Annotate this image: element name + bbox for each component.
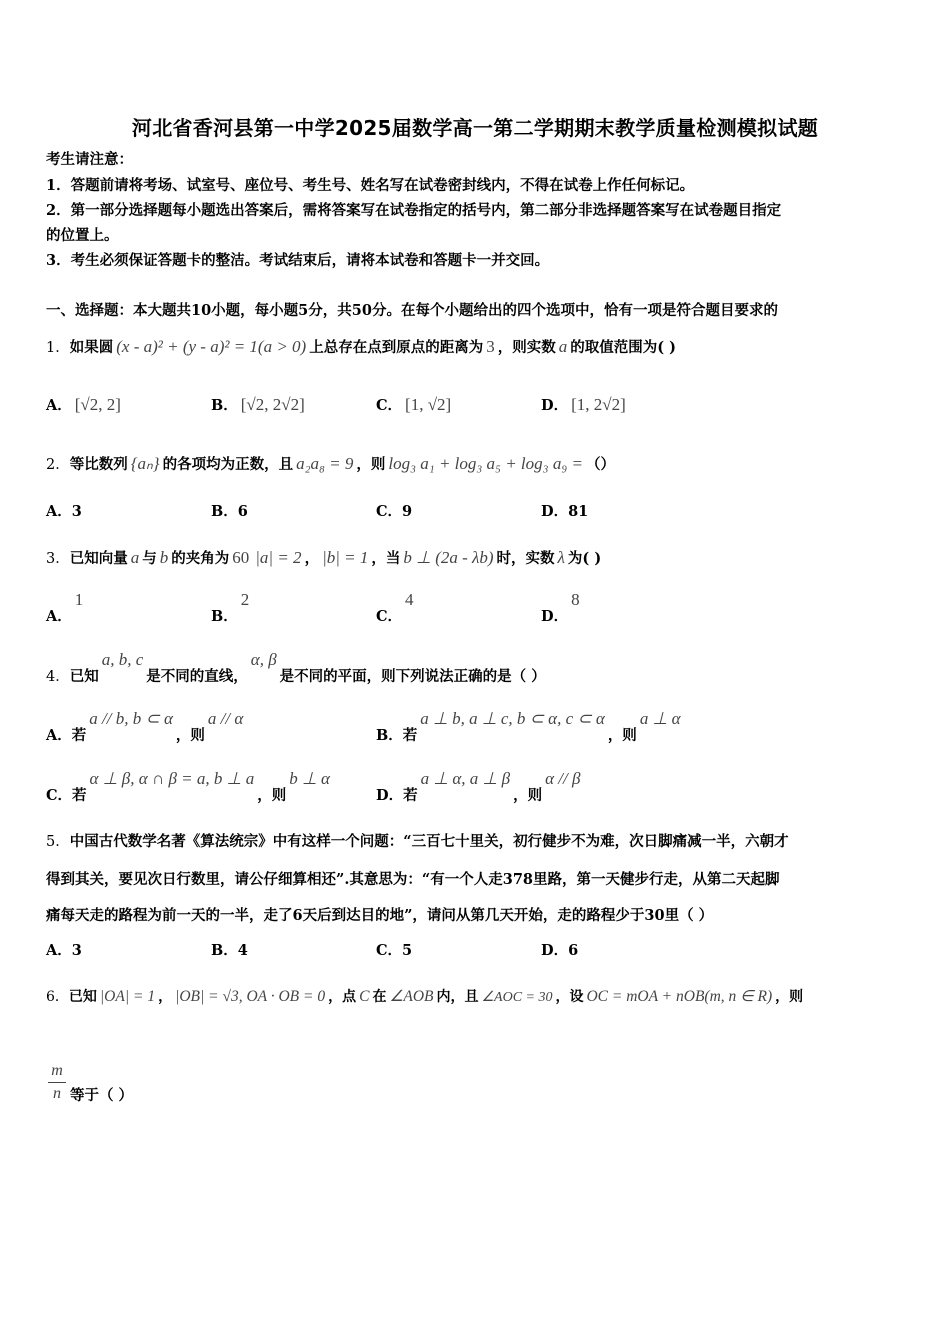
option-math: 4 <box>405 590 414 609</box>
q3-condition: b ⊥ (2a - λb) <box>403 548 494 567</box>
q3-text: 时，实数 <box>496 550 555 567</box>
question-number: 3． <box>46 551 70 567</box>
q2-text: （） <box>585 456 615 473</box>
notice-heading: 考生请注意： <box>46 151 133 168</box>
q1-option-c[interactable] <box>376 395 454 416</box>
option-math: 2 <box>240 590 250 609</box>
q1-text: 的取值范围为( ) <box>570 339 677 356</box>
option-label: D． <box>541 397 569 414</box>
q6-vector-oc: OC = mOA + nOB(m, n ∈ R) <box>586 988 773 1005</box>
option-text: 若 <box>71 727 87 744</box>
question-6: 6．已知 |OA| = 1 ， |OB| = √3, OA · OB = 0 ，点 C 在 ∠AOB 内，且 ∠AOC = 30 ，设 OC = mOA + nOB(m, n ∈ R) ，则 <box>46 988 804 1005</box>
option-text: ，则 <box>513 787 543 804</box>
q2-text: 等比数列 <box>69 456 128 473</box>
q1-option-a[interactable] <box>46 395 124 416</box>
notice-item-1: 1．答题前请将考场、试室号、座位号、考生号、姓名写在试卷密封线内，不得在试卷上作任何标记。 <box>46 177 695 194</box>
option-label: A． <box>46 608 72 625</box>
q3-text: 的夹角为 <box>171 550 230 567</box>
q3-norm-b: |b| = 1 <box>322 548 369 567</box>
q1-distance: 3 <box>486 337 495 356</box>
question-number: 5． <box>46 834 70 850</box>
q2-text: ，则 <box>356 456 386 473</box>
question-1 <box>46 337 676 358</box>
question-number: 2． <box>46 457 70 473</box>
option-label: C． <box>376 397 403 414</box>
option-value: 6 <box>568 942 579 959</box>
notice-item-3: 3．考生必须保证答题卡的整洁。考试结束后，请将本试卷和答题卡一并交回。 <box>46 252 550 269</box>
option-text: 若 <box>403 787 418 804</box>
q4-option-a[interactable] <box>46 709 246 746</box>
option-value: 5 <box>402 942 413 959</box>
exam-title: 河北省香河县第一中学2025届数学高一第二学期期末教学质量检测模拟试题 <box>131 116 819 140</box>
option-value: 4 <box>237 942 248 959</box>
q3-option-d[interactable] <box>541 590 583 627</box>
q1-variable: a <box>558 337 568 356</box>
question-number: 6． <box>46 989 69 1005</box>
option-result: a // α <box>207 709 244 728</box>
option-math: [1, 2√2] <box>571 395 626 414</box>
question-6-tail: 等于（ ） <box>70 1087 134 1104</box>
option-condition: a ⊥ b, a ⊥ c, b ⊂ α, c ⊂ α <box>420 709 605 728</box>
q3-option-b[interactable] <box>211 590 252 627</box>
q2-sequence: {aₙ} <box>130 454 160 473</box>
q1-text: 上总存在点到原点的距离为 <box>309 339 484 356</box>
option-label: B． <box>211 503 238 520</box>
q2-option-d[interactable] <box>541 502 588 522</box>
q3-vector-b: b <box>159 548 169 567</box>
q3-option-a[interactable] <box>46 590 86 627</box>
option-math: [√2, 2] <box>74 395 121 414</box>
option-result: α // β <box>545 769 581 788</box>
option-result: b ⊥ α <box>289 769 330 788</box>
option-label: B． <box>376 727 403 744</box>
q3-text: 为( ) <box>567 550 602 567</box>
q4-text: 是不同的平面，则下列说法正确的是（ ） <box>279 668 546 685</box>
q3-text: ，当 <box>371 550 401 567</box>
q6-text: ，设 <box>555 989 584 1005</box>
q2-option-c[interactable] <box>376 502 412 522</box>
option-condition: a // b, b ⊂ α <box>89 709 173 728</box>
q5-option-c[interactable] <box>376 941 412 961</box>
notice-item-2-cont: 的位置上。 <box>46 227 119 244</box>
q3-text: 已知向量 <box>69 550 128 567</box>
option-result: a ⊥ α <box>639 709 681 728</box>
q1-option-b[interactable] <box>211 395 308 416</box>
option-value: 81 <box>568 503 589 520</box>
q6-angle-aob: ∠AOB <box>389 988 434 1005</box>
q5-option-a[interactable] <box>46 941 82 961</box>
option-label: C． <box>376 503 403 520</box>
option-label: D． <box>541 608 569 625</box>
q3-vector-a: a <box>130 548 140 567</box>
question-3: 3．已知向量 a 与 b 的夹角为 60 |a| = 2 ， |b| = 1 ，当 b ⊥ (2a - λb) 时，实数 λ 为( ) <box>46 548 602 567</box>
q4-text: 已知 <box>69 668 99 685</box>
option-value: 3 <box>71 503 82 520</box>
q6-text: 已知 <box>68 989 97 1005</box>
option-label: D． <box>541 503 569 520</box>
q4-option-b[interactable] <box>376 709 684 746</box>
q3-norm-a: |a| = 2 <box>255 548 302 567</box>
question-number: 1． <box>46 340 70 356</box>
q6-norm-oa: |OA| = 1 <box>99 988 156 1005</box>
q6-text: ，点 <box>328 989 357 1005</box>
option-math: [√2, 2√2] <box>240 395 305 414</box>
option-value: 3 <box>71 942 82 959</box>
q6-angle-aoc: ∠AOC = 30 <box>481 990 553 1005</box>
option-label: C． <box>46 787 73 804</box>
fraction-bar <box>48 1082 66 1083</box>
option-value: 9 <box>402 503 413 520</box>
q2-expression: log₃ a₁ + log₃ a₅ + log₃ a₉ = <box>388 454 583 473</box>
question-4 <box>46 650 546 687</box>
q3-lambda: λ <box>557 548 565 567</box>
q4-option-c[interactable] <box>46 769 333 806</box>
q6-text: 在 <box>372 989 387 1005</box>
q2-condition: a₂a₈ = 9 <box>296 454 354 473</box>
q3-angle: 60 <box>232 548 250 567</box>
q5-option-b[interactable] <box>211 941 248 961</box>
option-label: D． <box>376 787 404 804</box>
fraction-numerator: m <box>51 1062 63 1079</box>
q4-planes: α, β <box>250 650 277 669</box>
option-label: B． <box>211 397 238 414</box>
option-text: 若 <box>402 727 418 744</box>
q5-text: 中国古代数学名著《算法统宗》中有这样一个问题：“三百七十里关，初行健步不为难，次日脚痛减一半，六朝才 <box>69 833 789 850</box>
q6-condition: |OB| = √3, OA · OB = 0 <box>175 988 326 1005</box>
option-label: A． <box>46 503 72 520</box>
q4-option-d[interactable] <box>376 769 583 806</box>
question-5-line-2: 得到其关，要见次日行数里，请公仔细算相还”.其意思为：“有一个人走378里路，第一天健步行走，从第二天起脚 <box>46 871 780 888</box>
q2-option-b[interactable] <box>211 502 248 522</box>
option-label: D． <box>541 942 569 959</box>
q6-text: ，则 <box>775 989 804 1005</box>
option-value: 6 <box>237 503 248 520</box>
q6-text: 内，且 <box>436 989 479 1005</box>
question-5 <box>46 832 789 852</box>
option-label: C． <box>376 942 403 959</box>
option-label: C． <box>376 608 403 625</box>
notice-item-2: 2．第一部分选择题每小题选出答案后，需将答案写在试卷指定的括号内，第二部分非选择题答案写在试卷题目指定 <box>46 202 782 219</box>
fraction-denominator: n <box>53 1085 61 1102</box>
option-label: B． <box>211 608 238 625</box>
q6-point-c: C <box>359 988 370 1005</box>
q1-text: ，则实数 <box>497 339 556 356</box>
option-math: 1 <box>74 590 84 609</box>
option-text: ，则 <box>607 727 637 744</box>
option-text: 若 <box>72 787 87 804</box>
option-text: ，则 <box>257 787 287 804</box>
section-heading: 一、选择题：本大题共10小题，每小题5分，共50分。在每个小题给出的四个选项中，恰有一项是符合题目要求的 <box>46 302 778 319</box>
option-math: 8 <box>571 590 580 609</box>
q6-fraction <box>48 1062 66 1103</box>
q2-text: 的各项均为正数，且 <box>162 456 294 473</box>
option-label: A． <box>46 942 72 959</box>
option-label: A． <box>46 397 72 414</box>
q3-text: 与 <box>142 550 157 567</box>
option-text: ，则 <box>175 727 205 744</box>
q1-text: 如果圆 <box>69 339 114 356</box>
option-label: B． <box>211 942 238 959</box>
q2-option-a[interactable] <box>46 502 82 522</box>
option-condition: α ⊥ β, α ∩ β = a, b ⊥ a <box>89 769 255 788</box>
q3-option-c[interactable] <box>376 590 417 627</box>
question-5-line-3: 痛每天走的路程为前一天的一半，走了6天后到达目的地”，请问从第几天开始，走的路程少于30里（ ） <box>46 907 714 924</box>
q4-lines: a, b, c <box>101 650 144 669</box>
question-number: 4． <box>46 669 70 685</box>
q4-text: 是不同的直线， <box>146 668 248 685</box>
option-label: A． <box>46 727 72 744</box>
option-math: [1, √2] <box>405 395 452 414</box>
q5-option-d[interactable] <box>541 941 578 961</box>
question-2 <box>46 454 615 475</box>
q1-circle-equation: (x - a)² + (y - a)² = 1(a > 0) <box>116 337 307 356</box>
q1-option-d[interactable] <box>541 395 629 416</box>
option-condition: a ⊥ α, a ⊥ β <box>420 769 511 788</box>
